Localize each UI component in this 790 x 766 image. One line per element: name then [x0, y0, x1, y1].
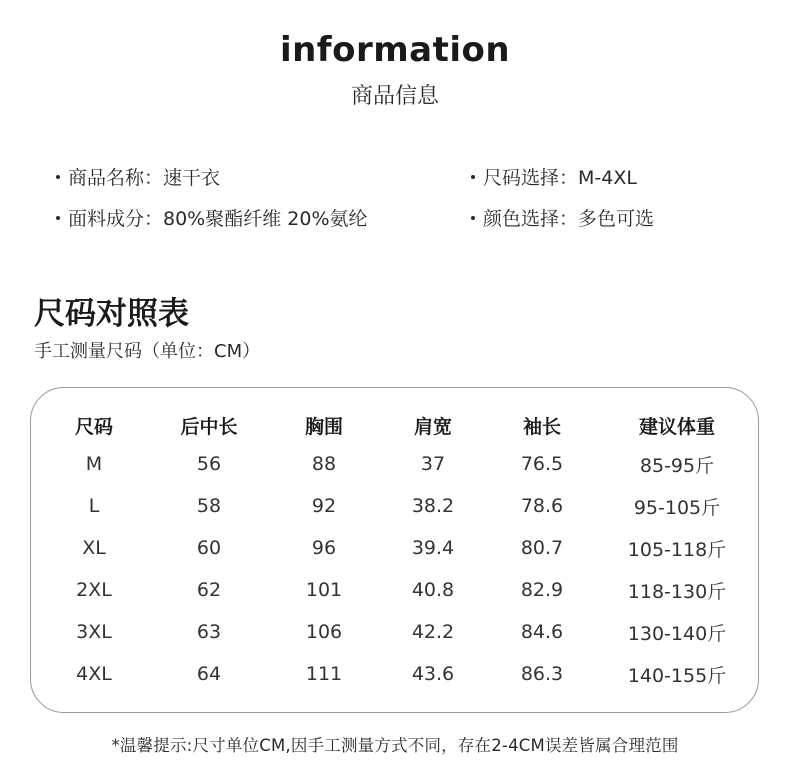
- table-cell: 78.6: [520, 495, 564, 517]
- footnote: *温馨提示:尺寸单位CM,因手工测量方式不同，存在2-4CM误差皆属合理范围: [111, 736, 679, 755]
- table-cell: 92: [311, 495, 337, 517]
- title-chinese: 商品信息: [350, 84, 439, 109]
- table-cell: 111: [305, 663, 343, 685]
- table-cell: 43.6: [411, 663, 455, 685]
- table-cell: 37: [420, 453, 446, 475]
- info-color-options-text: 颜色选择：多色可选: [483, 208, 655, 230]
- info-size-options: [471, 163, 637, 190]
- info-product-name-text: 商品名称：速干衣: [68, 167, 221, 189]
- table-cell: 38.2: [411, 495, 455, 517]
- table-cell: 106: [305, 621, 343, 643]
- bullet-dot-icon: [471, 175, 475, 179]
- table-header-size: 尺码: [74, 416, 113, 438]
- table-header-chest: 胸围: [304, 416, 343, 438]
- table-cell: 3XL: [76, 621, 112, 643]
- table-cell: 62: [196, 579, 222, 601]
- table-cell: 105-118斤: [627, 539, 727, 561]
- bullet-dot-icon: [471, 216, 475, 220]
- table-cell: 58: [196, 495, 222, 517]
- table-cell: 39.4: [411, 537, 455, 559]
- table-cell: 85-95斤: [639, 455, 715, 477]
- table-header-sleeve: 袖长: [522, 416, 561, 438]
- table-cell: 2XL: [76, 579, 112, 601]
- table-cell: 88: [311, 453, 337, 475]
- table-cell: 63: [196, 621, 222, 643]
- table-header-back-length: 后中长: [180, 416, 238, 438]
- table-cell: M: [85, 453, 103, 475]
- table-cell: 140-155斤: [627, 665, 727, 687]
- size-chart-title: 尺码对照表: [34, 296, 189, 332]
- table-cell: 118-130斤: [627, 581, 727, 603]
- table-header-shoulder: 肩宽: [413, 416, 452, 438]
- table-cell: 130-140斤: [627, 623, 727, 645]
- table-cell: 84.6: [520, 621, 564, 643]
- table-cell: 86.3: [520, 663, 564, 685]
- table-cell: XL: [82, 537, 106, 559]
- info-fabric: [56, 204, 368, 231]
- table-header-weight: 建议体重: [638, 416, 715, 438]
- table-cell: 76.5: [520, 453, 564, 475]
- size-chart-subtitle: 手工测量尺码（单位：CM）: [34, 341, 261, 362]
- bullet-dot-icon: [56, 216, 60, 220]
- table-cell: 56: [196, 453, 222, 475]
- title-english: information: [279, 30, 511, 70]
- table-cell: 4XL: [76, 663, 112, 685]
- table-cell: 40.8: [411, 579, 455, 601]
- table-cell: 96: [311, 537, 337, 559]
- info-size-options-text: 尺码选择：M-4XL: [483, 167, 637, 189]
- table-cell: 64: [196, 663, 222, 685]
- bullet-dot-icon: [56, 175, 60, 179]
- info-color-options: [471, 204, 654, 231]
- table-cell: 60: [196, 537, 222, 559]
- table-cell: 80.7: [520, 537, 564, 559]
- table-cell: 95-105斤: [633, 497, 721, 519]
- table-cell: 82.9: [520, 579, 564, 601]
- info-fabric-text: 面料成分：80%聚酯纤维 20%氨纶: [68, 208, 368, 230]
- table-cell: L: [88, 495, 100, 517]
- info-product-name: [56, 163, 220, 190]
- table-cell: 101: [305, 579, 343, 601]
- table-cell: 42.2: [411, 621, 455, 643]
